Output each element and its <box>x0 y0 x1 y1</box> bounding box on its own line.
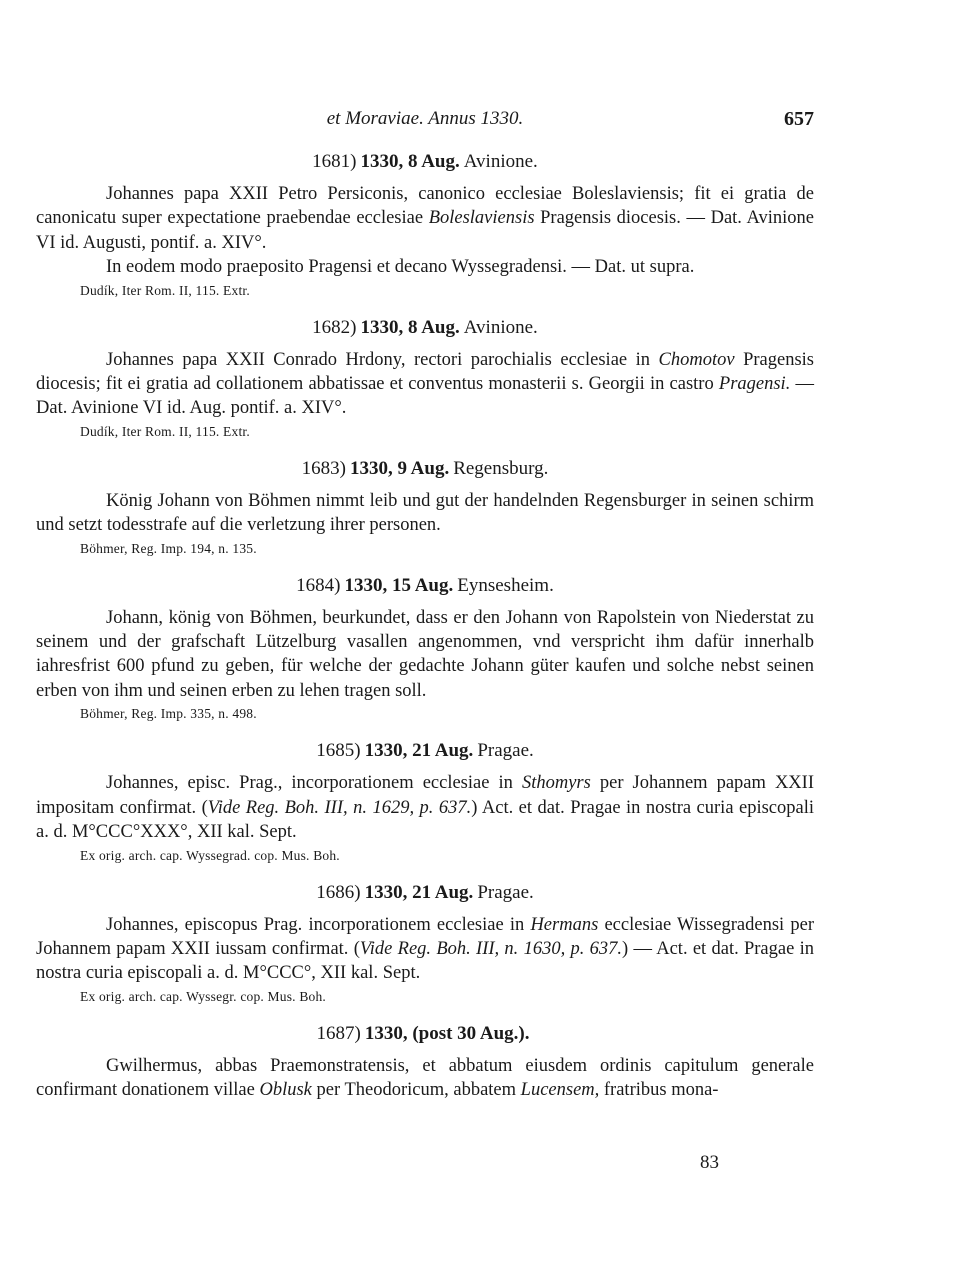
entry-paragraph <box>36 606 814 704</box>
page-number: 657 <box>784 108 814 130</box>
entry-number: 1687) <box>316 1022 361 1044</box>
entry-paragraph <box>36 913 814 986</box>
entry-date: 1330, 8 Aug. <box>360 151 460 172</box>
entry-source: Ex orig. arch. cap. Wyssegrad. cop. Mus. Boh. <box>80 847 340 863</box>
entry-paragraph <box>36 182 814 255</box>
entry-number: 1686) <box>316 881 361 903</box>
entry-place: Regensburg. <box>453 457 549 479</box>
entry-place: Avinione. <box>463 316 538 338</box>
text-run: ecclesiae Wissegradensi per Johannem papam XXII iussam confirmat. ( <box>36 914 814 959</box>
register-entry <box>36 574 814 726</box>
entry-place: Pragae. <box>477 881 534 903</box>
text-run: Pragensis diocesis; fit ei gratia ad collationem abbatissae et conventus monasterii s. Georgii in castro <box>36 349 814 395</box>
text-run: per Theodoricum, abbatem <box>311 1080 521 1101</box>
text-run: Johann, könig von Böhmen, beurkundet, dass er den Johann von Rapolstein von Niederstat zu seinem und der grafschaft Lützelburg vasallen angenommen, vnd verspricht ihm dafür innerhalb iahresfrist 600 pfund zu geben, für welche der gedachte Johann güter kaufen und solche nebst seinen erben von ihm und seinen erben zu lehen tragen soll. <box>36 607 814 701</box>
entry-source: Böhmer, Reg. Imp. 194, n. 135. <box>80 540 257 556</box>
entry-heading <box>36 739 814 763</box>
register-entry <box>36 881 814 1008</box>
entry-paragraph <box>36 348 814 421</box>
italic-text: Boleslaviensis <box>428 208 535 229</box>
running-head-title: et Moraviae. Annus 1330. <box>326 108 524 129</box>
running-head <box>36 108 814 132</box>
entry-source: Dudík, Iter Rom. II, 115. Extr. <box>80 282 250 298</box>
text-run: Gwilhermus, abbas Praemonstratensis, et abbatum eiusdem ordinis capitulum generale confirmant donationem villae <box>36 1055 814 1101</box>
register-entry <box>36 316 814 443</box>
italic-text: Oblusk <box>259 1080 312 1101</box>
entry-heading <box>36 881 814 905</box>
text-run: In eodem modo praeposito Pragensi et decano Wyssegradensi. — Dat. ut supra. <box>106 257 695 278</box>
entry-paragraph <box>36 1054 814 1103</box>
entry-paragraph <box>36 255 814 279</box>
entry-heading <box>36 457 814 481</box>
entry-number: 1682) <box>312 316 357 338</box>
entry-source: Böhmer, Reg. Imp. 335, n. 498. <box>80 706 257 722</box>
text-run: Johannes papa XXII Petro Persiconis, canonico ecclesiae Boleslaviensis; fit ei gratia de canonicatu super expectatione praebendae ecclesiae <box>36 184 814 229</box>
register-entry <box>36 457 814 560</box>
entry-place: Pragae. <box>477 740 534 762</box>
italic-text: Vide Reg. Boh. III, n. 1630, p. 637. <box>359 938 623 959</box>
entry-date: 1330, 8 Aug. <box>360 316 460 338</box>
entry-source: Ex orig. arch. cap. Wyssegr. cop. Mus. Boh. <box>80 988 326 1004</box>
entry-date: 1330, (post 30 Aug.). <box>364 1022 530 1044</box>
register-entry <box>36 150 814 302</box>
entry-number: 1683) <box>301 457 346 479</box>
text-run: Pragensis diocesis. — Dat. Avinione VI id. Augusti, pontif. a. XIV°. <box>36 208 815 253</box>
text-run: Johannes, episcopus Prag. incorporationem ecclesiae in <box>106 914 531 935</box>
text-run: König Johann von Böhmen nimmt leib und gut der handelnden Regensburger in seinen schirm und setzt todesstrafe auf die verletzung ihrer personen. <box>36 490 814 536</box>
entry-number: 1681) <box>312 151 357 172</box>
document-body <box>36 150 814 1117</box>
entry-place: Eynsesheim. <box>457 574 554 596</box>
text-run: fratribus mona- <box>599 1080 719 1101</box>
entry-heading <box>36 1022 814 1046</box>
italic-text: Hermans <box>530 914 599 935</box>
italic-text: Chomotov <box>658 349 735 370</box>
entry-heading <box>36 150 814 174</box>
entry-paragraph <box>36 771 814 844</box>
entry-source: Dudík, Iter Rom. II, 115. Extr. <box>80 423 250 439</box>
register-entry <box>36 1022 814 1103</box>
italic-text: Pragensi. <box>718 374 791 395</box>
text-run: per Johannem papam XXII impositam confirmat. ( <box>36 773 814 818</box>
signature-mark: 83 <box>700 1152 719 1173</box>
entry-heading <box>36 574 814 598</box>
entry-date: 1330, 21 Aug. <box>364 740 474 762</box>
italic-text: Lucensem, <box>520 1080 600 1101</box>
register-entry <box>36 739 814 866</box>
entry-date: 1330, 9 Aug. <box>349 457 450 479</box>
text-run: Johannes, episc. Prag., incorporationem ecclesiae in <box>106 773 522 794</box>
italic-text: Vide Reg. Boh. III, n. 1629, p. 637. <box>207 797 472 818</box>
entry-date: 1330, 21 Aug. <box>364 881 474 903</box>
text-run: ) — Act. et dat. Pragae in nostra curia episcopali a. d. M°CCC°, XII kal. Sept. <box>36 938 814 984</box>
entry-paragraph <box>36 489 814 538</box>
entry-number: 1685) <box>316 740 361 762</box>
text-run: ) Act. et dat. Pragae in nostra curia episcopali a. d. M°CCC°XXX°, XII kal. Sept. <box>36 797 815 843</box>
text-run: Johannes papa XXII Conrado Hrdony, rectori parochialis ecclesiae in <box>106 349 659 370</box>
entry-place: Avinione. <box>463 151 538 172</box>
entry-date: 1330, 15 Aug. <box>344 574 454 596</box>
entry-heading <box>36 316 814 340</box>
italic-text: Sthomyrs <box>521 773 591 794</box>
text-run: — Dat. Avinione VI id. Aug. pontif. a. XIV°. <box>36 374 814 419</box>
entry-number: 1684) <box>296 574 341 596</box>
